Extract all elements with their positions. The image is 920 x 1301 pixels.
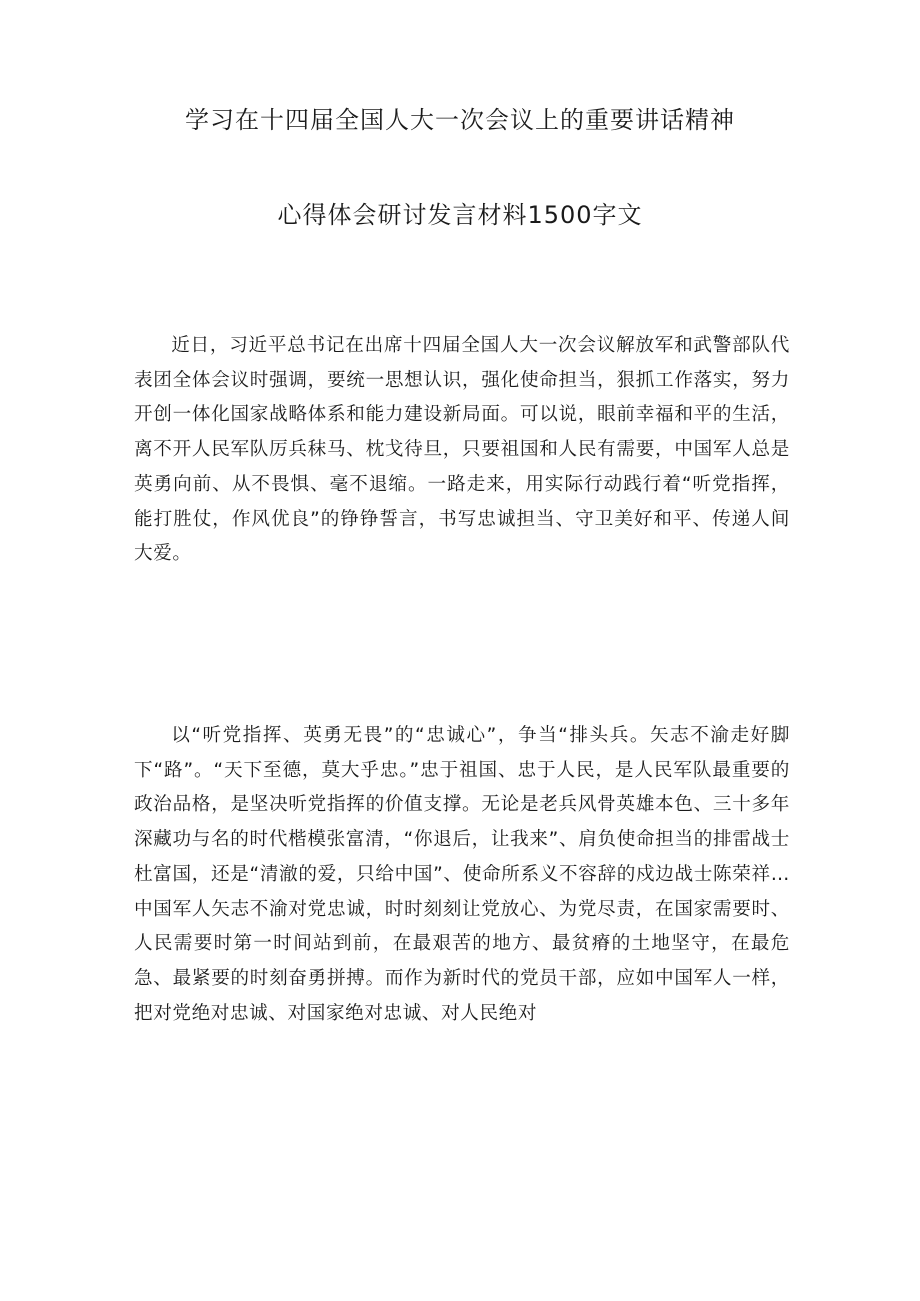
body-paragraph-1: 近日，习近平总书记在出席十四届全国人大一次会议解放军和武警部队代表团全体会议时强调，要统一思想认识，强化使命担当，狠抓工作落实，努力开创一体化国家战略体系和能力建设新局面。可以说，眼前幸福和平的生活，离不开人民军队厉兵秣马、枕戈待旦，只要祖国和人民有需要，中国军人总是英勇向前、从不畏惧、毫不退缩。一路走来，用实际行动践行着“听党指挥，能打胜仗，作风优良”的铮铮誓言，书写忠诚担当、守卫美好和平、传递人间大爱。 xyxy=(134,335,790,565)
body-paragraph-2: 以“听党指挥、英勇无畏”的“忠诚心”，争当“排头兵。矢志不渝走好脚下“路”。“天下至德，莫大乎忠。”忠于祖国、忠于人民，是人民军队最重要的政治品格，是坚决听党指挥的价值支撑。无论是老兵风骨英雄本色、三十多年深藏功与名的时代楷模张富清，“你退后，让我来”、肩负使命担当的排雷战士杜富国，还是“清澈的爱，只给中国”、使命所系义不容辞的戍边战士陈荣祥…中国军人矢志不渝对党忠诚，时时刻刻让党放心、为党尽责，在国家需要时、人民需要时第一时间站到前，在最艰苦的地方、最贫瘠的土地坚守，在最危急、最紧要的时刻奋勇拼搏。而作为新时代的党员干部，应如中国军人一样，把对党绝对忠诚、对国家绝对忠诚、对人民绝对 xyxy=(134,725,790,1024)
document-title-line-1: 学习在十四届全国人大一次会议上的重要讲话精神 xyxy=(185,106,735,134)
document-title-line-2: 心得体会研讨发言材料1500字文 xyxy=(277,201,643,229)
